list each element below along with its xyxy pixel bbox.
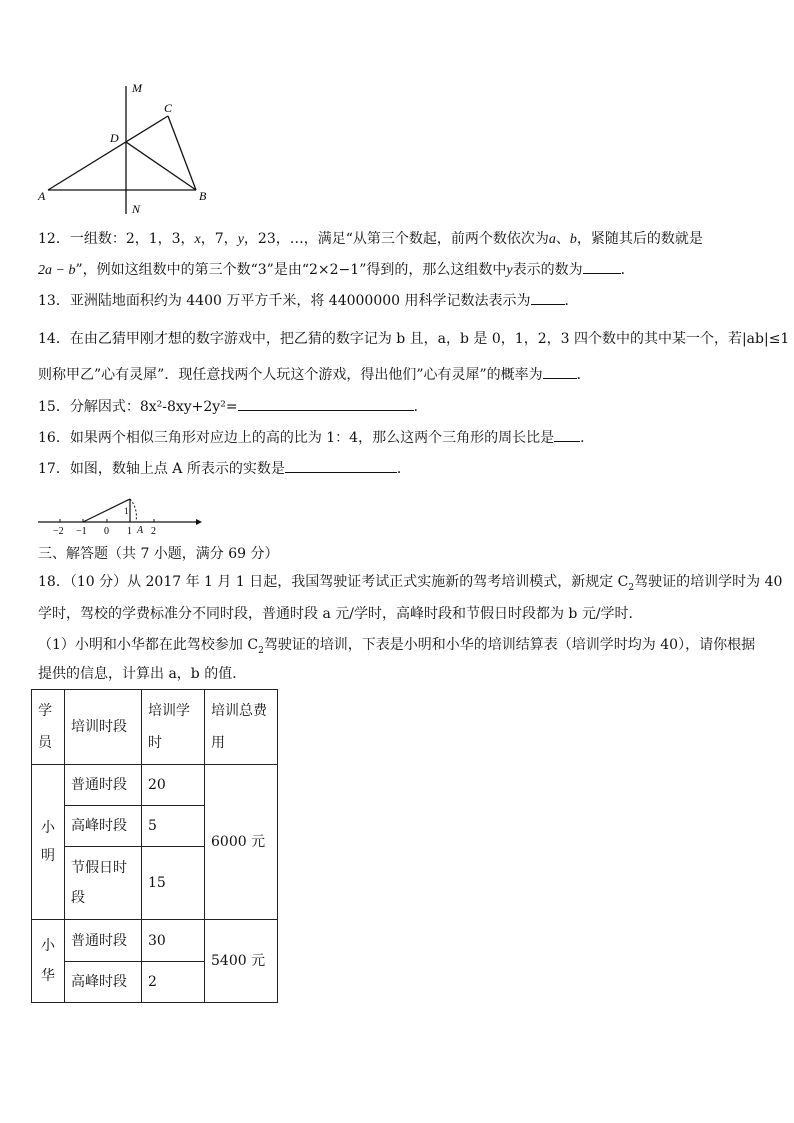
question-18-part1-line2 [38,664,246,684]
q12-text-b: ，7， [200,231,238,247]
q12-var-y: y [237,232,244,247]
q16-text: 16．如果两个相似三角形对应边上的高的比为 1：4，那么这两个三角形的周长比是 [38,430,555,446]
period-cell: 节假日时段 [65,847,142,920]
q12-answer-blank[interactable] [583,259,621,274]
q12-var-a: a [548,232,556,247]
tick-label-2: 2 [151,526,156,537]
q17-end: ． [396,461,411,477]
tick-label-1: 1 [127,526,132,537]
question-14-line1 [38,329,789,349]
q18-part1-line2: 提供的信息，计算出 a，b 的值． [38,666,247,682]
label-n: N [132,202,141,216]
label-b: B [199,189,207,203]
table-row [32,920,278,962]
label-a: A [38,189,46,203]
q15-text: 15．分解因式：8x²-8xy+2y²= [38,399,238,415]
total-xiaohua: 5400 元 [205,920,278,1003]
q12-text-f: ”得到的，那么这组数中 [359,262,507,278]
q18-text-1b: 驾驶证的培训学时为 40 [634,574,783,590]
training-cost-table [31,689,278,1003]
point-a-label: A [137,525,144,536]
q18-part1-a: （1）小明和小华都在此驾校参加 C [38,637,259,653]
label-m: M [132,81,142,95]
q14-text-2: 则称甲乙”心有灵犀”．现任意找两个人玩这个游戏，得出他们”心有灵犀”的概率为 [38,367,543,383]
height-label: 1 [124,506,129,516]
question-13 [38,290,579,311]
period-cell: 高峰时段 [65,806,142,847]
segment-ac [48,116,168,190]
period-cell: 普通时段 [65,765,142,806]
q18-sub-2: 2 [258,645,264,656]
student-xiaohua: 小华 [32,920,65,1003]
label-d: D [110,131,119,145]
question-18-line1 [38,572,782,598]
q18-sub-1: 2 [628,582,635,593]
q16-end: ． [580,430,595,446]
q15-answer-blank[interactable] [238,396,414,411]
student-xiaoming: 小明 [32,765,65,920]
period-cell: 普通时段 [65,920,142,962]
q17-answer-blank[interactable] [285,458,397,473]
q12-expr2: 2×2−1 [309,262,360,278]
section-3-title: 三、解答题（共 7 小题，满分 69 分） [38,546,279,562]
question-17 [38,458,411,479]
total-xiaoming: 6000 元 [205,765,278,920]
header-hours: 培训学时 [142,690,205,765]
q12-var-b: b [569,232,577,247]
table-row [32,765,278,806]
q13-text: 13．亚洲陆地面积约为 4400 万平方千米，将 44000000 用科学记数法表示为 [38,293,531,309]
q12-expr: 2a − b [38,263,76,278]
q12-sep: 、 [555,231,570,247]
hypotenuse [83,499,130,522]
hours-cell: 2 [142,962,205,1003]
q12-end: ． [620,262,635,278]
q13-answer-blank[interactable] [531,290,565,305]
arrow-head [196,519,202,525]
header-total: 培训总费用 [205,690,278,765]
q12-text-c: ，23，…，满足“从第三个数起，前两个数依次为 [243,231,549,247]
hours-cell: 5 [142,806,205,847]
q18-text-2: 学时，驾校的学费标准分不同时段，普通时段 a 元/学时，高峰时段和节假日时段都为 b 元/学时． [38,606,643,622]
q12-var-x: x [194,232,201,247]
header-student: 学员 [32,690,65,765]
question-14-line2 [38,364,591,385]
question-12-line1 [38,229,703,250]
question-16 [38,427,594,448]
question-15 [38,396,428,417]
period-cell: 高峰时段 [65,962,142,1003]
tick-label-neg1: −1 [76,526,87,537]
tick-label-neg2: −2 [53,526,64,537]
q12-var-y2: y [506,263,513,278]
q14-text-1: 14．在由乙猜甲刚才想的数字游戏中，把乙猜的数字记为 b 且，a，b 是 0，1，2，3 四个数中的其中某一个，若|ab|≤1 [38,331,790,347]
arc [130,499,136,522]
q12-text-a: 12．一组数：2，1，3， [38,231,195,247]
label-c: C [164,101,173,115]
hours-cell: 15 [142,847,205,920]
question-18-line2 [38,604,643,624]
table-header-row [32,690,278,765]
q18-part1-b: 驾驶证的培训，下表是小明和小华的培训结算表（培训学时均为 40），请你根据 [263,637,756,653]
hours-cell: 20 [142,765,205,806]
q18-text-1: 18．（10 分）从 2017 年 1 月 1 日起，我国驾驶证考试正式实施新的驾考培训模式，新规定 C [38,574,629,590]
q13-end: ． [564,293,579,309]
number-line-figure [36,492,206,540]
q12-text-g: 表示的数为 [512,262,583,278]
q15-end: ． [413,399,428,415]
q12-text-e: ”，例如这组数中的第三个数“3”是由“ [75,262,309,278]
q14-end: ． [576,367,591,383]
q17-text: 17．如图，数轴上点 A 所表示的实数是 [38,461,285,477]
q12-text-d: ，紧随其后的数就是 [576,231,703,247]
hours-cell: 30 [142,920,205,962]
tick-label-0: 0 [104,526,109,537]
question-12-line2 [38,259,635,281]
segment-db [126,142,196,190]
q14-answer-blank[interactable] [543,364,577,379]
q16-answer-blank[interactable] [554,427,580,442]
question-18-part1-line1 [38,635,755,661]
segment-cb [168,116,196,190]
header-period: 培训时段 [65,690,142,765]
geometry-figure [36,78,216,218]
